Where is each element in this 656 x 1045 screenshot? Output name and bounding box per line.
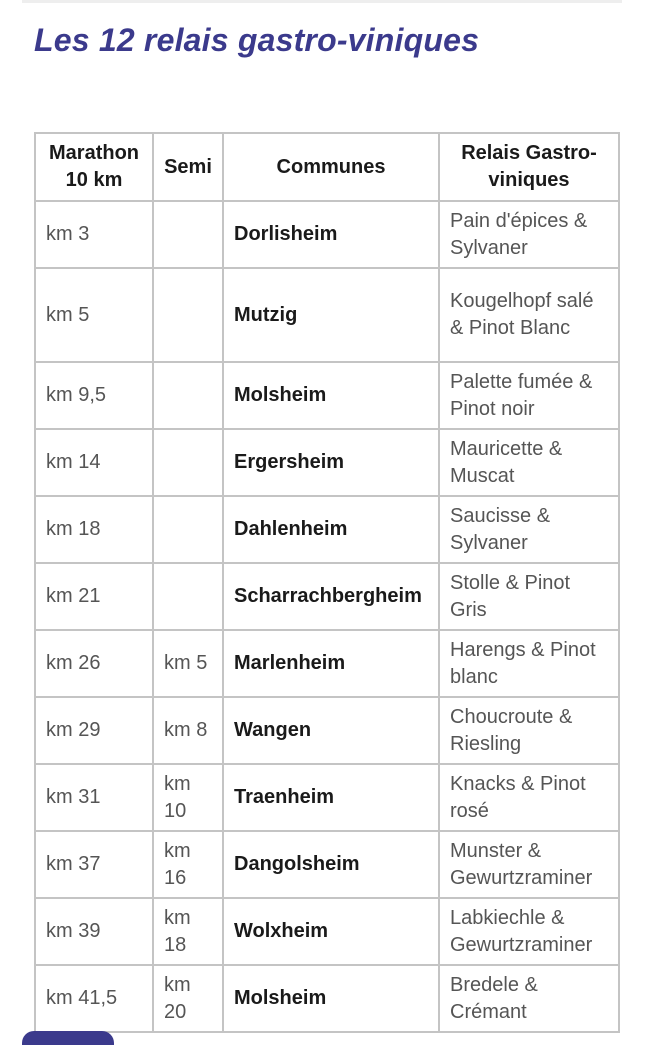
cell-commune: Dangolsheim [223,831,439,898]
cell-marathon: km 5 [35,268,153,362]
table-row [35,201,619,268]
cell-semi [153,201,223,268]
cell-relais: Pain d'épices & Sylvaner [439,201,619,268]
cell-relais: Bredele & Crémant [439,965,619,1032]
cell-relais: Munster & Gewurtzraminer [439,831,619,898]
cell-semi: km 10 [153,764,223,831]
cell-marathon: km 41,5 [35,965,153,1032]
header-marathon-line1: Marathon [49,142,139,164]
page-title: Les 12 relais gastro-viniques [34,22,480,58]
cell-marathon: km 29 [35,697,153,764]
table-row [35,764,619,831]
cell-marathon: km 9,5 [35,362,153,429]
cell-marathon: km 31 [35,764,153,831]
cell-commune: Ergersheim [223,429,439,496]
table-row [35,630,619,697]
header-marathon [35,133,153,201]
top-divider [22,0,622,3]
bottom-tab-button[interactable] [22,1031,114,1045]
table-header-row [35,133,619,201]
cell-semi: km 18 [153,898,223,965]
table-row [35,697,619,764]
cell-marathon: km 3 [35,201,153,268]
cell-marathon: km 39 [35,898,153,965]
cell-relais: Kougelhopf salé & Pinot Blanc [439,268,619,362]
cell-semi [153,563,223,630]
cell-relais: Stolle & Pinot Gris [439,563,619,630]
cell-commune: Traenheim [223,764,439,831]
cell-commune: Molsheim [223,965,439,1032]
cell-relais: Palette fumée & Pinot noir [439,362,619,429]
relais-table [34,132,620,1033]
cell-marathon: km 21 [35,563,153,630]
cell-marathon: km 26 [35,630,153,697]
cell-semi [153,496,223,563]
header-marathon-line2: 10 km [65,169,123,191]
cell-commune: Wangen [223,697,439,764]
cell-relais: Saucisse & Sylvaner [439,496,619,563]
table-row [35,362,619,429]
cell-relais: Knacks & Pinot rosé [439,764,619,831]
cell-relais: Labkiechle & Gewurtzraminer [439,898,619,965]
cell-relais: Choucroute & Riesling [439,697,619,764]
table-row [35,563,619,630]
cell-semi: km 8 [153,697,223,764]
cell-commune: Scharrachbergheim [223,563,439,630]
table-row [35,268,619,362]
cell-semi: km 5 [153,630,223,697]
cell-commune: Marlenheim [223,630,439,697]
cell-marathon: km 37 [35,831,153,898]
cell-marathon: km 14 [35,429,153,496]
table-row [35,429,619,496]
cell-commune: Dorlisheim [223,201,439,268]
cell-semi: km 20 [153,965,223,1032]
cell-marathon: km 18 [35,496,153,563]
header-relais-line2: viniques [488,169,570,191]
table-row [35,965,619,1032]
cell-semi [153,362,223,429]
cell-relais: Mauricette & Muscat [439,429,619,496]
cell-relais: Harengs & Pinot blanc [439,630,619,697]
cell-commune: Dahlenheim [223,496,439,563]
header-semi: Semi [153,133,223,201]
table-row [35,496,619,563]
table-row [35,831,619,898]
header-relais [439,133,619,201]
cell-commune: Mutzig [223,268,439,362]
cell-commune: Molsheim [223,362,439,429]
header-relais-line1: Relais Gastro- [461,142,597,164]
header-communes: Communes [223,133,439,201]
cell-semi [153,429,223,496]
cell-commune: Wolxheim [223,898,439,965]
cell-semi [153,268,223,362]
cell-semi: km 16 [153,831,223,898]
table-row [35,898,619,965]
